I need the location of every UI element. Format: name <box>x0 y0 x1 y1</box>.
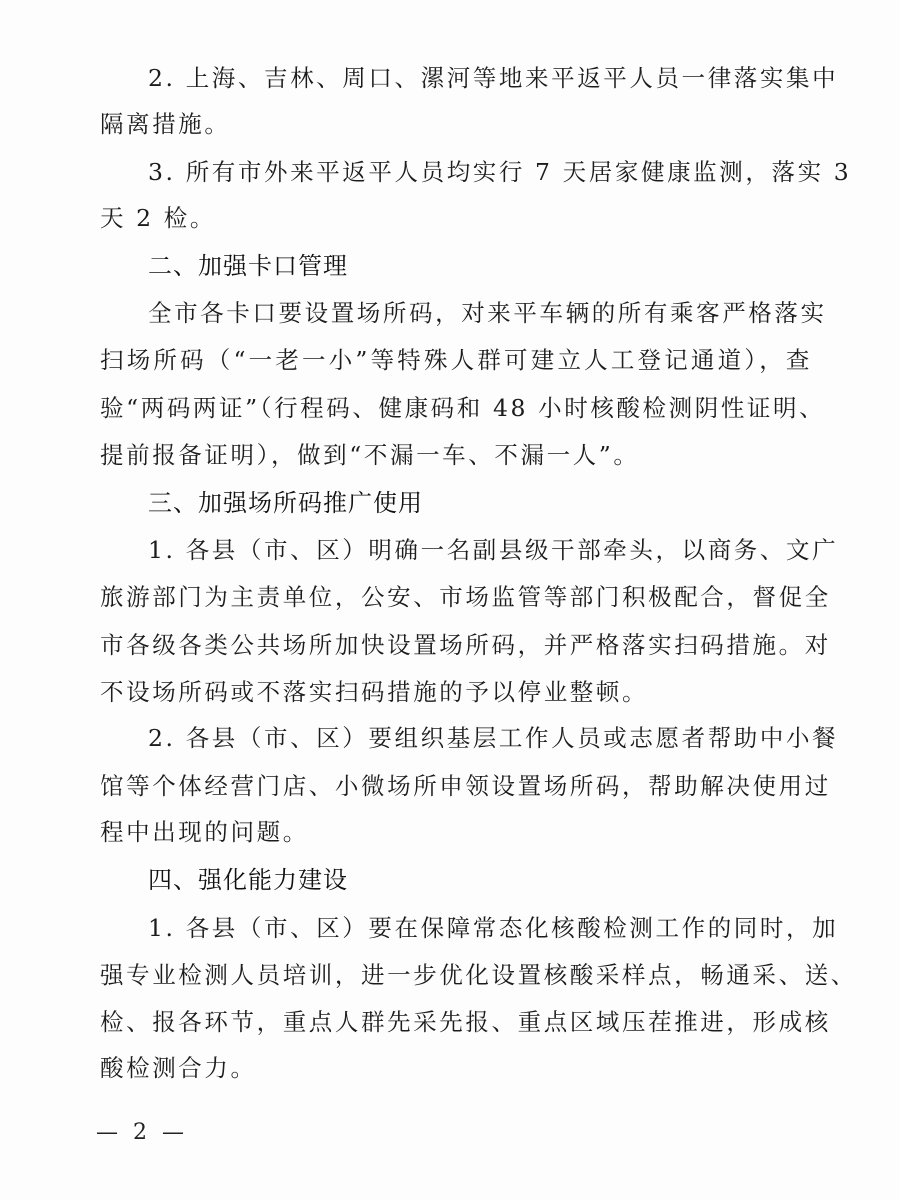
paragraph-line: 全市各卡口要设置场所码，对来平车辆的所有乘客严格落实 <box>148 299 827 327</box>
paragraph-line: 3. 所有市外来平返平人员均实行 7 天居家健康监测，落实 3 <box>148 158 852 186</box>
paragraph-line: 不设场所码或不落实扫码措施的予以停业整顿。 <box>100 678 649 706</box>
paragraph-line: 1. 各县（市、区）要在保障常态化核酸检测工作的同时，加 <box>148 914 839 942</box>
paragraph-line: 强专业检测人员培训，进一步优化设置核酸采样点，畅通采、送、 <box>100 961 857 989</box>
paragraph-line: 2. 上海、吉林、周口、漯河等地来平返平人员一律落实集中 <box>148 64 839 92</box>
paragraph-line: 隔离措施。 <box>100 110 231 138</box>
paragraph-line: 1. 各县（市、区）明确一名副县级干部牵头，以商务、文广 <box>148 536 839 564</box>
paragraph-line: 天 2 检。 <box>100 204 216 232</box>
paragraph-line: 2. 各县（市、区）要组织基层工作人员或志愿者帮助中小餐 <box>148 724 839 752</box>
section-heading: 三、加强场所码推广使用 <box>148 489 423 517</box>
paragraph-line: 程中出现的问题。 <box>100 818 309 846</box>
paragraph-line: 酸检测合力。 <box>100 1054 257 1082</box>
section-heading: 四、强化能力建设 <box>148 866 348 894</box>
page-number: — 2 — <box>96 1120 188 1145</box>
paragraph-line: 验“两码两证”（行程码、健康码和 48 小时核酸检测阴性证明、 <box>100 394 826 422</box>
paragraph-line: 扫场所码（“一老一小”等特殊人群可建立人工登记通道），查 <box>100 346 812 374</box>
paragraph-line: 市各级各类公共场所加快设置场所码，并严格落实扫码措施。对 <box>100 631 831 659</box>
paragraph-line: 旅游部门为主责单位，公安、市场监管等部门积极配合，督促全 <box>100 583 831 611</box>
paragraph-line: 提前报备证明），做到“不漏一车、不漏一人”。 <box>100 441 640 469</box>
paragraph-line: 检、报各环节，重点人群先采先报、重点区域压茬推进，形成核 <box>100 1008 831 1036</box>
paragraph-line: 馆等个体经营门店、小微场所申领设置场所码，帮助解决使用过 <box>100 772 831 800</box>
section-heading: 二、加强卡口管理 <box>148 252 348 280</box>
